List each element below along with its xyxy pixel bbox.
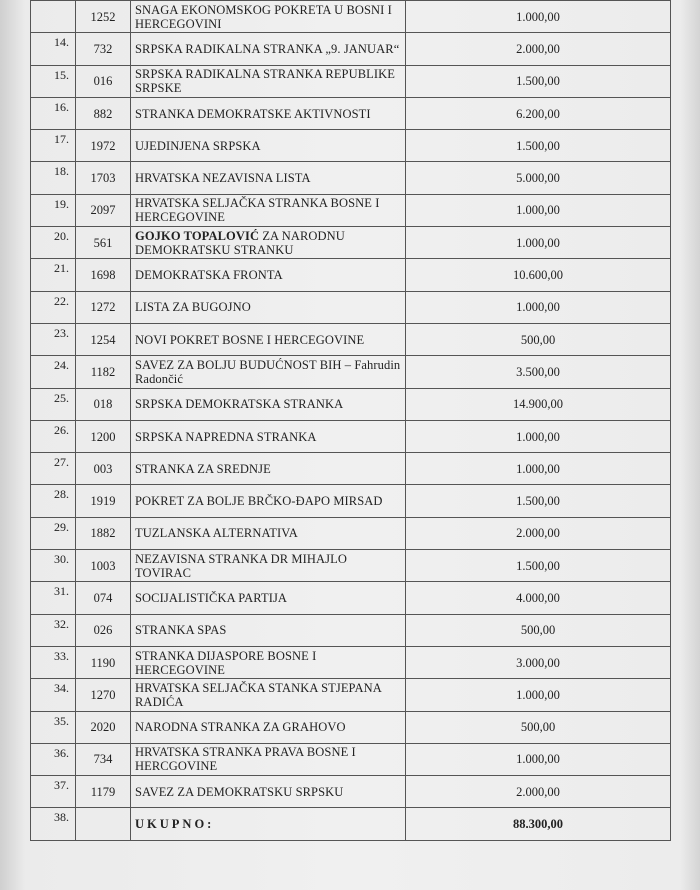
row-number: 24. bbox=[31, 356, 76, 388]
table-row bbox=[31, 679, 671, 711]
party-code: 732 bbox=[76, 33, 131, 65]
table-row bbox=[31, 65, 671, 97]
party-code: 018 bbox=[76, 388, 131, 420]
party-name-text: SRPSKA NAPREDNA STRANKA bbox=[135, 429, 317, 444]
row-number bbox=[31, 1, 76, 33]
table-row bbox=[31, 614, 671, 646]
table-row bbox=[31, 259, 671, 291]
party-name bbox=[131, 453, 406, 485]
party-code: 1200 bbox=[76, 420, 131, 452]
row-number: 38. bbox=[31, 808, 76, 840]
party-name bbox=[131, 550, 406, 582]
row-number: 32. bbox=[31, 614, 76, 646]
amount-cell: 1.500,00 bbox=[406, 130, 671, 162]
amount-cell: 1.000,00 bbox=[406, 291, 671, 323]
party-name-text: SAVEZ ZA BOLJU BUDUĆNOST BIH – Fahrudin Radončić bbox=[135, 357, 401, 386]
amount-cell: 10.600,00 bbox=[406, 259, 671, 291]
row-number: 34. bbox=[31, 679, 76, 711]
party-name-text: DEMOKRATSKA FRONTA bbox=[135, 268, 283, 283]
party-funding-table bbox=[30, 0, 671, 841]
party-name-text: NOVI POKRET BOSNE I HERCEGOVINE bbox=[135, 332, 365, 347]
party-code: 734 bbox=[76, 743, 131, 775]
row-number: 36. bbox=[31, 743, 76, 775]
row-number: 18. bbox=[31, 162, 76, 194]
party-name bbox=[131, 646, 406, 678]
party-name bbox=[131, 743, 406, 775]
table-row bbox=[31, 582, 671, 614]
row-number: 27. bbox=[31, 453, 76, 485]
table-row bbox=[31, 485, 671, 517]
party-code: 003 bbox=[76, 453, 131, 485]
row-number: 26. bbox=[31, 420, 76, 452]
party-code: 2020 bbox=[76, 711, 131, 743]
party-name bbox=[131, 582, 406, 614]
table-row bbox=[31, 743, 671, 775]
party-code: 1698 bbox=[76, 259, 131, 291]
amount-cell: 1.500,00 bbox=[406, 550, 671, 582]
table-row bbox=[31, 323, 671, 355]
table-row bbox=[31, 646, 671, 678]
party-code: 1272 bbox=[76, 291, 131, 323]
total-label: UKUPNO: bbox=[131, 808, 406, 840]
party-code: 1882 bbox=[76, 517, 131, 549]
party-name-text: SRPSKA RADIKALNA STRANKA „9. JANUAR“ bbox=[135, 41, 400, 56]
party-name bbox=[131, 1, 406, 33]
table-row bbox=[31, 388, 671, 420]
party-code: 1190 bbox=[76, 646, 131, 678]
amount-cell: 500,00 bbox=[406, 711, 671, 743]
party-name bbox=[131, 194, 406, 226]
party-name bbox=[131, 614, 406, 646]
party-code: 1003 bbox=[76, 550, 131, 582]
amount-cell: 1.000,00 bbox=[406, 194, 671, 226]
party-name bbox=[131, 65, 406, 97]
party-name-text: NEZAVISNA STRANKA DR MIHAJLO TOVIRAC bbox=[135, 551, 347, 580]
table-row bbox=[31, 291, 671, 323]
party-name-text: SNAGA EKONOMSKOG POKRETA U BOSNI I HERCEGOVINI bbox=[135, 2, 392, 31]
party-code: 2097 bbox=[76, 194, 131, 226]
table-row bbox=[31, 776, 671, 808]
row-number: 35. bbox=[31, 711, 76, 743]
amount-cell: 1.000,00 bbox=[406, 453, 671, 485]
table-row bbox=[31, 162, 671, 194]
party-code: 1972 bbox=[76, 130, 131, 162]
row-number: 20. bbox=[31, 227, 76, 259]
party-name bbox=[131, 97, 406, 129]
party-name bbox=[131, 517, 406, 549]
party-name-text: STRANKA DEMOKRATSKE AKTIVNOSTI bbox=[135, 106, 371, 121]
party-name bbox=[131, 130, 406, 162]
row-number: 30. bbox=[31, 550, 76, 582]
amount-cell: 1.500,00 bbox=[406, 485, 671, 517]
table-row bbox=[31, 711, 671, 743]
table-row bbox=[31, 550, 671, 582]
table-row bbox=[31, 356, 671, 388]
party-name-text: SRPSKA RADIKALNA STRANKA REPUBLIKE SRPSKE bbox=[135, 67, 396, 96]
party-name-text: HRVATSKA SELJAČKA STANKA STJEPANA RADIĆA bbox=[135, 680, 382, 709]
party-code: 1179 bbox=[76, 776, 131, 808]
table-row bbox=[31, 33, 671, 65]
party-code bbox=[76, 808, 131, 840]
party-name-text: ZA NARODNU DEMOKRATSKU STRANKU bbox=[135, 228, 345, 257]
party-code: 1919 bbox=[76, 485, 131, 517]
table-row bbox=[31, 227, 671, 259]
party-name bbox=[131, 323, 406, 355]
party-code: 1703 bbox=[76, 162, 131, 194]
row-number: 14. bbox=[31, 33, 76, 65]
party-name bbox=[131, 388, 406, 420]
table-row bbox=[31, 420, 671, 452]
row-number: 31. bbox=[31, 582, 76, 614]
party-name-bold: GOJKO TOPALOVIĆ bbox=[135, 228, 260, 243]
amount-cell: 500,00 bbox=[406, 323, 671, 355]
amount-cell: 500,00 bbox=[406, 614, 671, 646]
party-name-text: STRANKA ZA SREDNJE bbox=[135, 461, 271, 476]
amount-cell: 1.000,00 bbox=[406, 743, 671, 775]
party-code: 561 bbox=[76, 227, 131, 259]
party-name-text: SOCIJALISTIČKA PARTIJA bbox=[135, 590, 288, 605]
row-number: 28. bbox=[31, 485, 76, 517]
amount-cell: 1.000,00 bbox=[406, 420, 671, 452]
amount-cell: 3.000,00 bbox=[406, 646, 671, 678]
party-name bbox=[131, 356, 406, 388]
table-row bbox=[31, 194, 671, 226]
row-number: 33. bbox=[31, 646, 76, 678]
party-name-text: STRANKA DIJASPORE BOSNE I HERCEGOVINE bbox=[135, 648, 317, 677]
row-number: 25. bbox=[31, 388, 76, 420]
row-number: 19. bbox=[31, 194, 76, 226]
amount-cell: 2.000,00 bbox=[406, 517, 671, 549]
party-name-text: HRVATSKA NEZAVISNA LISTA bbox=[135, 171, 311, 186]
row-number: 29. bbox=[31, 517, 76, 549]
party-code: 1270 bbox=[76, 679, 131, 711]
party-name bbox=[131, 259, 406, 291]
amount-cell: 1.500,00 bbox=[406, 65, 671, 97]
party-name-text: STRANKA SPAS bbox=[135, 623, 227, 638]
row-number: 21. bbox=[31, 259, 76, 291]
amount-cell: 1.000,00 bbox=[406, 227, 671, 259]
party-name-text: LISTA ZA BUGOJNO bbox=[135, 300, 251, 315]
row-number: 22. bbox=[31, 291, 76, 323]
party-name-text: UJEDINJENA SRPSKA bbox=[135, 138, 261, 153]
table-body bbox=[31, 1, 671, 841]
amount-cell: 2.000,00 bbox=[406, 776, 671, 808]
party-code: 074 bbox=[76, 582, 131, 614]
amount-cell: 2.000,00 bbox=[406, 33, 671, 65]
party-code: 1182 bbox=[76, 356, 131, 388]
party-name-text: POKRET ZA BOLJE BRČKO-ĐAPO MIRSAD bbox=[135, 494, 383, 509]
party-name-text: TUZLANSKA ALTERNATIVA bbox=[135, 526, 298, 541]
amount-cell: 3.500,00 bbox=[406, 356, 671, 388]
row-number: 15. bbox=[31, 65, 76, 97]
row-number: 37. bbox=[31, 776, 76, 808]
amount-cell: 1.000,00 bbox=[406, 1, 671, 33]
party-name bbox=[131, 227, 406, 259]
party-name bbox=[131, 711, 406, 743]
party-name bbox=[131, 485, 406, 517]
row-number: 23. bbox=[31, 323, 76, 355]
table-row bbox=[31, 517, 671, 549]
party-name-text: SAVEZ ZA DEMOKRATSKU SRPSKU bbox=[135, 784, 344, 799]
table-row bbox=[31, 130, 671, 162]
party-code: 882 bbox=[76, 97, 131, 129]
party-name bbox=[131, 420, 406, 452]
party-code: 016 bbox=[76, 65, 131, 97]
table-row bbox=[31, 97, 671, 129]
party-code: 1254 bbox=[76, 323, 131, 355]
party-name-text: NARODNA STRANKA ZA GRAHOVO bbox=[135, 720, 346, 735]
table-row bbox=[31, 1, 671, 33]
total-row bbox=[31, 808, 671, 840]
party-code: 026 bbox=[76, 614, 131, 646]
party-code: 1252 bbox=[76, 1, 131, 33]
amount-cell: 6.200,00 bbox=[406, 97, 671, 129]
party-name-text: SRPSKA DEMOKRATSKA STRANKA bbox=[135, 397, 344, 412]
total-amount: 88.300,00 bbox=[406, 808, 671, 840]
amount-cell: 14.900,00 bbox=[406, 388, 671, 420]
party-name bbox=[131, 776, 406, 808]
party-name bbox=[131, 162, 406, 194]
table-row bbox=[31, 453, 671, 485]
party-name-text: HRVATSKA SELJAČKA STRANKA BOSNE I HERCEGOVINE bbox=[135, 196, 380, 225]
party-name bbox=[131, 291, 406, 323]
amount-cell: 4.000,00 bbox=[406, 582, 671, 614]
party-name bbox=[131, 679, 406, 711]
amount-cell: 1.000,00 bbox=[406, 679, 671, 711]
party-name bbox=[131, 33, 406, 65]
amount-cell: 5.000,00 bbox=[406, 162, 671, 194]
row-number: 16. bbox=[31, 97, 76, 129]
row-number: 17. bbox=[31, 130, 76, 162]
party-name-text: HRVATSKA STRANKA PRAVA BOSNE I HERCGOVINE bbox=[135, 745, 356, 774]
